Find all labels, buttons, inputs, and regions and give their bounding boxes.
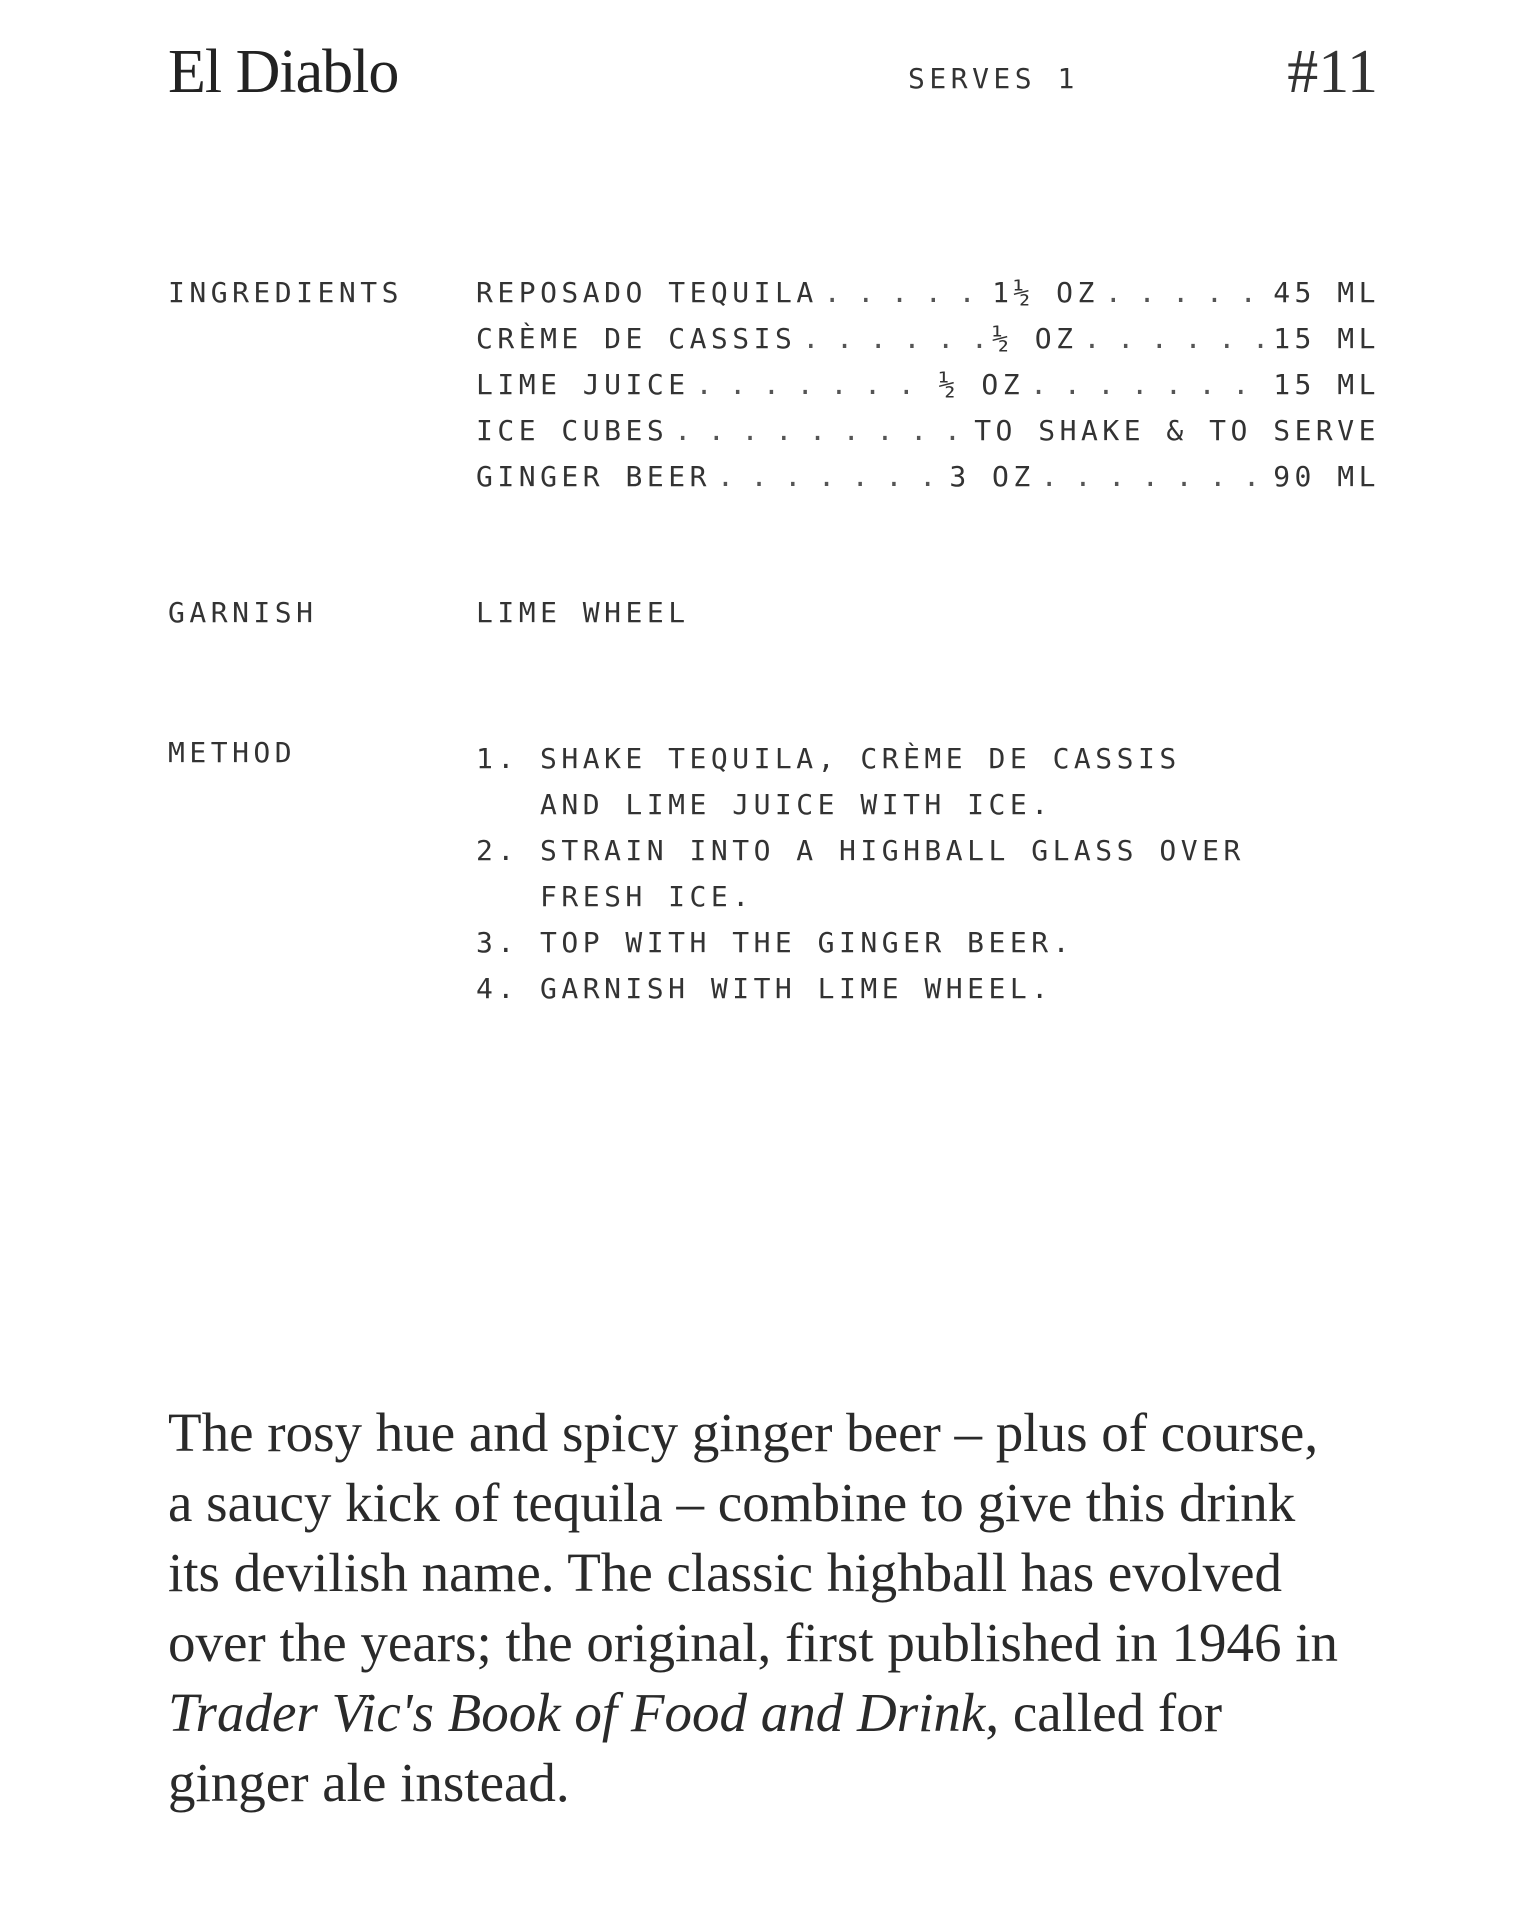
serves-count: SERVES 1 bbox=[908, 62, 1079, 95]
ingredient-ml: 45 ML bbox=[1273, 276, 1380, 309]
dot-leader bbox=[802, 322, 986, 356]
dot-leader bbox=[696, 368, 933, 402]
step-number: 4. bbox=[476, 972, 519, 1005]
method-step bbox=[476, 966, 1376, 1012]
dot-leader bbox=[1030, 368, 1267, 402]
step-number: 1. bbox=[476, 742, 519, 775]
dot-leader bbox=[717, 460, 943, 494]
ingredient-oz: ½ OZ bbox=[992, 322, 1078, 355]
method-steps bbox=[476, 736, 1376, 1012]
ingredient-row bbox=[476, 460, 1380, 506]
recipe-description bbox=[168, 1398, 1348, 1818]
method-step bbox=[476, 828, 1376, 920]
ingredient-row bbox=[476, 322, 1380, 368]
ingredient-row bbox=[476, 368, 1380, 414]
ingredient-ml: 15 ML bbox=[1273, 322, 1380, 355]
ingredient-oz: ½ OZ bbox=[938, 368, 1025, 401]
ingredient-ml: TO SHAKE & TO SERVE bbox=[974, 414, 1380, 447]
garnish-label: GARNISH bbox=[168, 596, 318, 629]
ingredient-ml: 90 ML bbox=[1273, 460, 1380, 493]
ingredient-oz: 3 OZ bbox=[949, 460, 1035, 493]
dot-leader bbox=[824, 276, 986, 310]
ingredient-name: GINGER BEER bbox=[476, 460, 711, 493]
method-step bbox=[476, 920, 1376, 966]
dot-leader bbox=[1084, 322, 1268, 356]
ingredient-name: REPOSADO TEQUILA bbox=[476, 276, 818, 309]
ingredient-oz: 1½ OZ bbox=[992, 276, 1099, 309]
garnish-value: LIME WHEEL bbox=[476, 596, 690, 629]
ingredients-list bbox=[476, 276, 1380, 506]
ingredient-row bbox=[476, 414, 1380, 460]
step-text: GARNISH WITH LIME WHEEL. bbox=[540, 972, 1053, 1005]
description-text-end: , called for ginger ale instead. bbox=[168, 1682, 1223, 1813]
method-label: METHOD bbox=[168, 736, 297, 769]
step-text: SHAKE TEQUILA, CRÈME DE CASSIS AND LIME JUICE WITH ICE. bbox=[540, 742, 1181, 821]
ingredient-name: CRÈME DE CASSIS bbox=[476, 322, 797, 355]
dot-leader bbox=[674, 414, 968, 448]
description-text: The rosy hue and spicy ginger beer – plus of course, a saucy kick of tequila – combine to give this drink its devilish name. The classic highball has evolved over the years; the original, first published in 1946 in bbox=[168, 1402, 1339, 1673]
dot-leader bbox=[1041, 460, 1267, 494]
step-number: 2. bbox=[476, 834, 519, 867]
ingredients-label: INGREDIENTS bbox=[168, 276, 403, 309]
step-text: TOP WITH THE GINGER BEER. bbox=[540, 926, 1074, 959]
dot-leader bbox=[1105, 276, 1267, 310]
book-title: Trader Vic's Book of Food and Drink bbox=[168, 1682, 986, 1743]
ingredient-row bbox=[476, 276, 1380, 322]
method-step bbox=[476, 736, 1376, 828]
recipe-title: El Diablo bbox=[168, 38, 399, 106]
recipe-number: #11 bbox=[1287, 38, 1378, 106]
ingredient-ml: 15 ML bbox=[1273, 368, 1380, 401]
step-number: 3. bbox=[476, 926, 519, 959]
ingredient-name: ICE CUBES bbox=[476, 414, 669, 447]
ingredient-name: LIME JUICE bbox=[476, 368, 690, 401]
step-text: STRAIN INTO A HIGHBALL GLASS OVER FRESH ICE. bbox=[540, 834, 1245, 913]
